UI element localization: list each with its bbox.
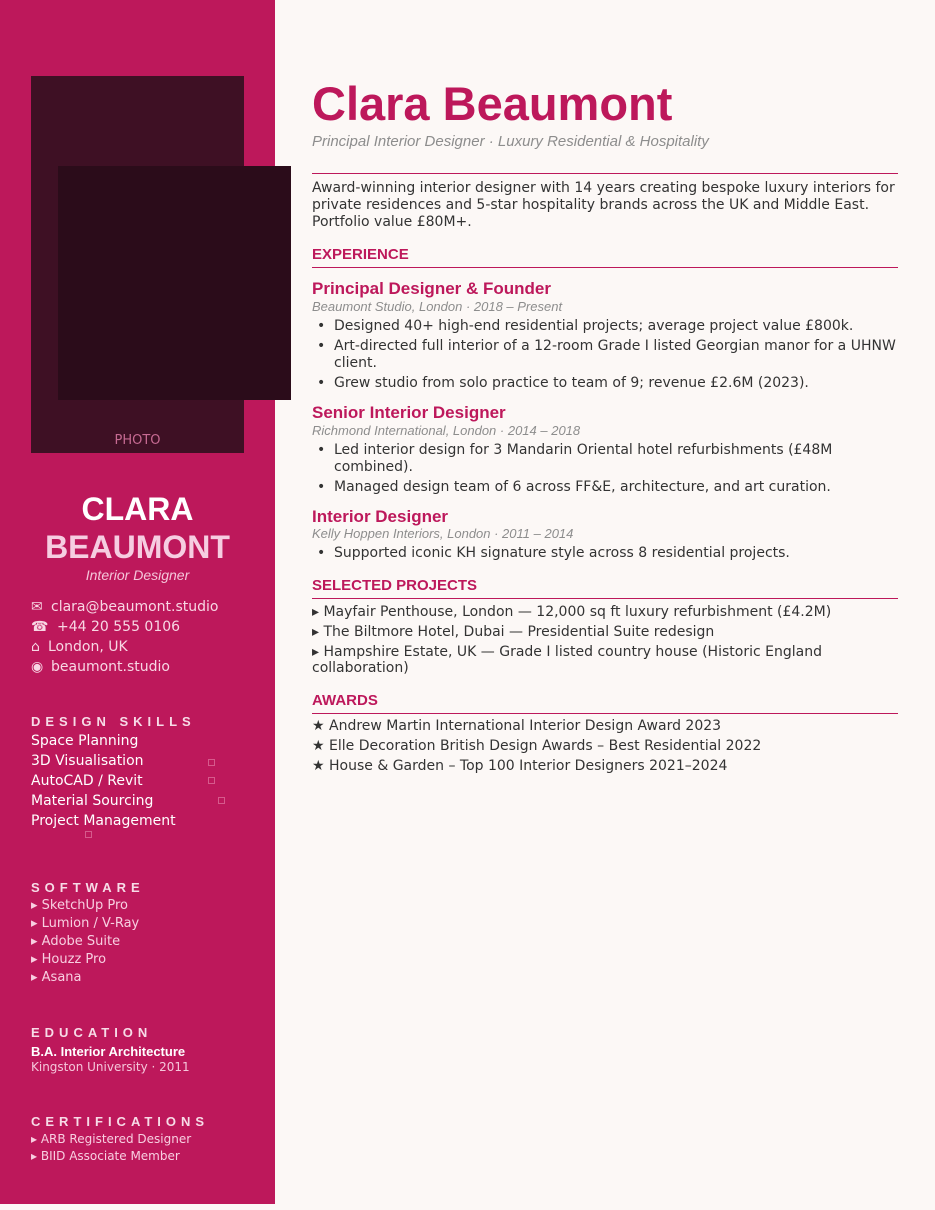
phone-icon: ☎ <box>31 619 49 635</box>
job-bullet: • Led interior design for 3 Mandarin Oriental hotel refurbishments (£48M combined). <box>317 442 833 475</box>
skill-item: Material Sourcing <box>31 793 154 809</box>
experience-heading: EXPERIENCE <box>312 246 409 263</box>
web-icon: ◉ <box>31 659 44 675</box>
divider <box>312 598 898 599</box>
software-item: ▸ Adobe Suite <box>31 934 121 949</box>
contact-list <box>31 597 218 677</box>
job-meta: Beaumont Studio, London · 2018 – Present <box>312 299 563 314</box>
certifications-heading: CERTIFICATIONS <box>31 1114 210 1129</box>
skill-level-dot <box>85 831 92 838</box>
job-headline: Principal Interior Designer · Luxury Residential & Hospitality <box>312 133 709 150</box>
project-item: ▸ Hampshire Estate, UK — Grade I listed country house (Historic England collaboration) <box>312 644 822 676</box>
project-item: ▸ The Biltmore Hotel, Dubai — Presidential Suite redesign <box>312 624 715 640</box>
skill-item: AutoCAD / Revit <box>31 773 143 789</box>
divider <box>312 173 898 174</box>
skill-item: Project Management <box>31 813 176 829</box>
certifications-list <box>31 1131 191 1165</box>
contact-website-text: beaumont.studio <box>51 659 170 675</box>
job-title: Interior Designer <box>312 507 449 526</box>
software-item: ▸ Asana <box>31 970 82 985</box>
contact-location-text: London, UK <box>48 639 128 655</box>
job-bullet: • Managed design team of 6 across FF&E, architecture, and art curation. <box>317 479 831 495</box>
education-degree: B.A. Interior Architecture <box>31 1044 186 1059</box>
job-meta: Kelly Hoppen Interiors, London · 2011 – 2014 <box>312 526 574 541</box>
job-bullet: • Supported iconic KH signature style across 8 residential projects. <box>317 545 790 561</box>
job-title: Principal Designer & Founder <box>312 279 551 298</box>
job-bullet: • Designed 40+ high-end residential projects; average project value £800k. <box>317 318 854 334</box>
contact-website[interactable] <box>31 657 218 677</box>
software-item: ▸ Lumion / V-Ray <box>31 916 140 931</box>
projects-heading: SELECTED PROJECTS <box>312 577 478 594</box>
sidebar-role: Interior Designer <box>85 567 190 583</box>
contact-phone-text: +44 20 555 0106 <box>57 619 181 635</box>
job-bullet: • Art-directed full interior of a 12-room Grade I listed Georgian manor for a UHNW client. <box>317 338 896 371</box>
sidebar-last-name: BEAUMONT <box>45 529 230 565</box>
divider <box>312 267 898 268</box>
software-heading: SOFTWARE <box>31 880 145 895</box>
contact-phone[interactable] <box>31 617 218 637</box>
skill-level-dot <box>208 759 215 766</box>
award-item: ★ House & Garden – Top 100 Interior Designers 2021–2024 <box>312 758 728 774</box>
divider <box>312 713 898 714</box>
contact-email[interactable] <box>31 597 218 617</box>
education-heading: EDUCATION <box>31 1025 153 1040</box>
skills-list <box>31 731 176 831</box>
award-item: ★ Elle Decoration British Design Awards – Best Residential 2022 <box>312 738 762 754</box>
job-title: Senior Interior Designer <box>312 403 506 422</box>
skill-level-dot <box>208 777 215 784</box>
education-school: Kingston University · 2011 <box>31 1060 190 1074</box>
certification-item: ▸ ARB Registered Designer <box>31 1132 192 1146</box>
summary: Award-winning interior designer with 14 years creating bespoke luxury interiors for private residences and 5-star hospitality brands across the UK and Middle East. Portfolio value £80M+. <box>312 180 895 230</box>
skill-level-dot <box>218 797 225 804</box>
software-list <box>31 897 139 987</box>
skill-item: 3D Visualisation <box>31 753 144 769</box>
skill-item: Space Planning <box>31 733 139 749</box>
award-item: ★ Andrew Martin International Interior Design Award 2023 <box>312 718 722 734</box>
photo-inner-block <box>58 166 291 400</box>
contact-location <box>31 637 218 657</box>
awards-heading: AWARDS <box>312 692 378 709</box>
software-item: ▸ Houzz Pro <box>31 952 107 967</box>
project-item: ▸ Mayfair Penthouse, London — 12,000 sq ft luxury refurbishment (£4.2M) <box>312 604 832 620</box>
envelope-icon: ✉ <box>31 599 43 615</box>
job-bullet: • Grew studio from solo practice to team of 9; revenue £2.6M (2023). <box>317 375 809 391</box>
photo-label: PHOTO <box>114 433 161 448</box>
sidebar-first-name: CLARA <box>81 491 194 527</box>
certification-item: ▸ BIID Associate Member <box>31 1149 180 1163</box>
software-item: ▸ SketchUp Pro <box>31 898 128 913</box>
contact-email-text: clara@beaumont.studio <box>51 599 219 615</box>
skills-heading: DESIGN SKILLS <box>31 714 196 729</box>
home-icon: ⌂ <box>31 639 40 655</box>
sidebar <box>0 0 275 1204</box>
page-title: Clara Beaumont <box>312 77 673 130</box>
job-meta: Richmond International, London · 2014 – 2018 <box>312 423 581 438</box>
